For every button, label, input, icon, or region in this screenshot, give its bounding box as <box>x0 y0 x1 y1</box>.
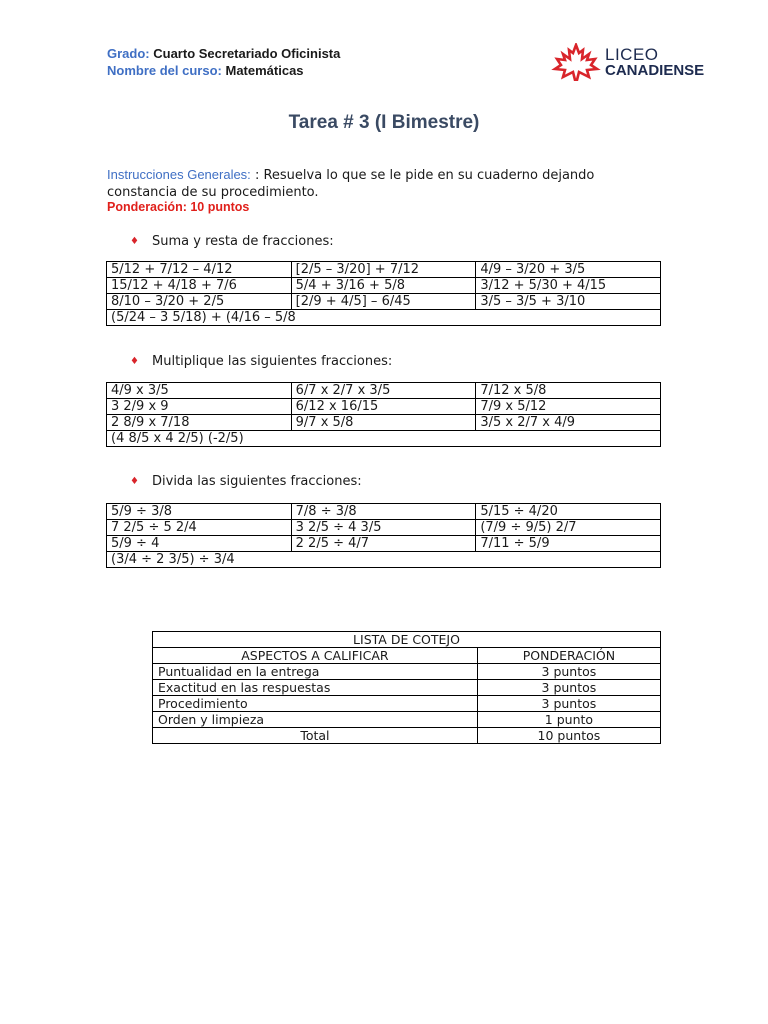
table-division <box>106 503 661 568</box>
page-title: Tarea # 3 (I Bimestre) <box>288 112 480 133</box>
table-cell: 7/9 x 5/12 <box>476 399 661 415</box>
table-cell: [2/5 – 3/20] + 7/12 <box>291 262 476 278</box>
table-cell: 3/12 + 5/30 + 4/15 <box>476 278 661 294</box>
cotejo-aspect: Exactitud en las respuestas <box>153 680 478 696</box>
section-heading-text: Divida las siguientes fracciones: <box>152 474 362 489</box>
grado-value: Cuarto Secretariado Oficinista <box>153 46 341 61</box>
bullet-icon: ♦ <box>130 356 139 367</box>
section-heading-suma <box>130 234 334 249</box>
table-cell: 5/9 ÷ 4 <box>107 536 292 552</box>
table-cell-wide: (4 8/5 x 4 2/5) (-2/5) <box>107 431 661 447</box>
cotejo-col-aspectos: ASPECTOS A CALIFICAR <box>153 648 478 664</box>
table-cell: 7/11 ÷ 5/9 <box>476 536 661 552</box>
table-cell: 8/10 – 3/20 + 2/5 <box>107 294 292 310</box>
cotejo-points: 3 puntos <box>477 680 660 696</box>
table-row <box>107 310 661 326</box>
table-row <box>107 504 661 520</box>
table-cell: 6/12 x 16/15 <box>291 399 476 415</box>
table-cell: 9/7 x 5/8 <box>291 415 476 431</box>
table-cell: 7/8 ÷ 3/8 <box>291 504 476 520</box>
table-cell: 15/12 + 4/18 + 7/6 <box>107 278 292 294</box>
cotejo-aspect: Orden y limpieza <box>153 712 478 728</box>
table-cell: 4/9 x 3/5 <box>107 383 292 399</box>
cotejo-col-ponderacion: PONDERACIÓN <box>477 648 660 664</box>
cotejo-total-value: 10 puntos <box>477 728 660 744</box>
table-row <box>107 536 661 552</box>
table-cell: (7/9 ÷ 9/5) 2/7 <box>476 520 661 536</box>
table-cell: 2 2/5 ÷ 4/7 <box>291 536 476 552</box>
cotejo-title-row <box>153 632 661 648</box>
maple-leaf-icon <box>551 43 601 81</box>
table-row <box>107 431 661 447</box>
document-header <box>107 45 340 79</box>
bullet-icon: ♦ <box>130 236 139 247</box>
table-cell: 5/15 ÷ 4/20 <box>476 504 661 520</box>
table-cell-wide: (5/24 – 3 5/18) + (4/16 – 5/8 <box>107 310 661 326</box>
section-heading-text: Multiplique las siguientes fracciones: <box>152 354 393 369</box>
table-row <box>107 262 661 278</box>
instructions-text: : Resuelva lo que se le pide en su cuaderno dejando constancia de su procedimiento. <box>107 168 595 200</box>
school-logo <box>551 43 703 83</box>
cotejo-aspect: Puntualidad en la entrega <box>153 664 478 680</box>
table-cell: 5/4 + 3/16 + 5/8 <box>291 278 476 294</box>
table-cell: 2 8/9 x 7/18 <box>107 415 292 431</box>
instructions <box>107 166 667 201</box>
table-cell-wide: (3/4 ÷ 2 3/5) ÷ 3/4 <box>107 552 661 568</box>
bullet-icon: ♦ <box>130 476 139 487</box>
table-row <box>107 415 661 431</box>
table-cell: 3 2/5 ÷ 4 3/5 <box>291 520 476 536</box>
table-cell: 7 2/5 ÷ 5 2/4 <box>107 520 292 536</box>
instructions-label: Instrucciones Generales: <box>107 167 251 182</box>
table-cell: 7/12 x 5/8 <box>476 383 661 399</box>
table-multiplicacion <box>106 382 661 447</box>
curso-value: Matemáticas <box>225 63 304 78</box>
table-cell: 3 2/9 x 9 <box>107 399 292 415</box>
table-cell: 3/5 – 3/5 + 3/10 <box>476 294 661 310</box>
cotejo-total-row <box>153 728 661 744</box>
logo-text-liceo: LICEO <box>605 45 659 64</box>
table-cell: 5/9 ÷ 3/8 <box>107 504 292 520</box>
table-cell: 6/7 x 2/7 x 3/5 <box>291 383 476 399</box>
section-heading-text: Suma y resta de fracciones: <box>152 234 334 249</box>
curso-line <box>107 62 340 79</box>
cotejo-title: LISTA DE COTEJO <box>153 632 661 648</box>
section-heading-multiplique <box>130 354 392 369</box>
cotejo-points: 3 puntos <box>477 664 660 680</box>
grado-line <box>107 45 340 62</box>
cotejo-aspect: Procedimiento <box>153 696 478 712</box>
lista-de-cotejo-table <box>152 631 661 744</box>
table-cell: [2/9 + 4/5] – 6/45 <box>291 294 476 310</box>
cotejo-points: 1 punto <box>477 712 660 728</box>
cotejo-points: 3 puntos <box>477 696 660 712</box>
cotejo-total-label: Total <box>153 728 478 744</box>
grado-label: Grado: <box>107 46 150 61</box>
ponderacion-text: Ponderación: 10 puntos <box>107 200 250 214</box>
table-cell: 4/9 – 3/20 + 3/5 <box>476 262 661 278</box>
table-row <box>107 278 661 294</box>
table-row <box>107 399 661 415</box>
table-cell: 3/5 x 2/7 x 4/9 <box>476 415 661 431</box>
table-row <box>153 712 661 728</box>
table-row <box>153 696 661 712</box>
table-row <box>107 294 661 310</box>
table-row <box>153 664 661 680</box>
table-row <box>107 552 661 568</box>
table-row <box>107 520 661 536</box>
section-heading-divida <box>130 474 362 489</box>
cotejo-header-row <box>153 648 661 664</box>
table-cell: 5/12 + 7/12 – 4/12 <box>107 262 292 278</box>
logo-text-canadiense: CANADIENSE <box>605 62 705 79</box>
table-suma-resta <box>106 261 661 326</box>
curso-label: Nombre del curso: <box>107 63 222 78</box>
table-row <box>107 383 661 399</box>
table-row <box>153 680 661 696</box>
